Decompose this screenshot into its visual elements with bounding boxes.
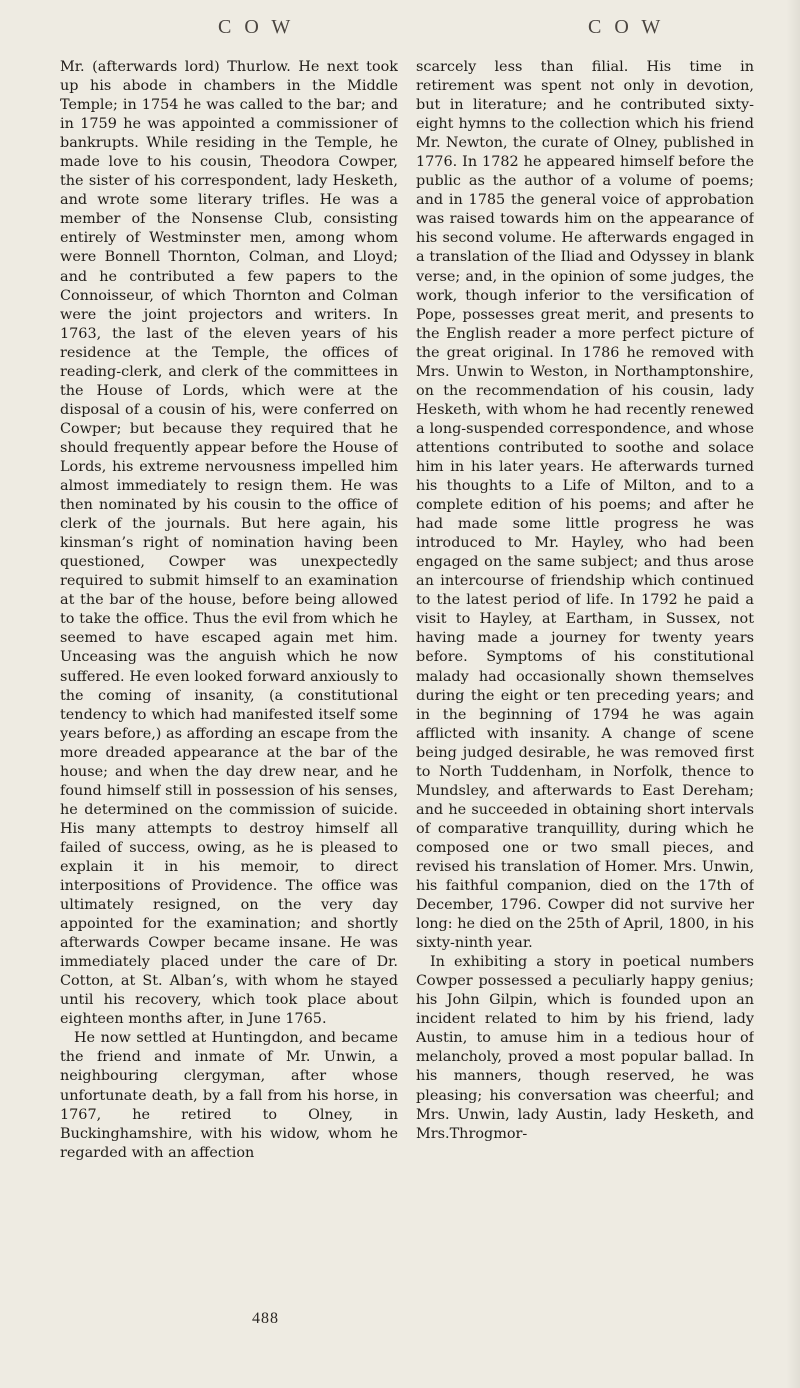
- right-text-column: [416, 58, 754, 1306]
- page-edge-shadow: [786, 0, 800, 1388]
- right-running-head: C O W: [588, 16, 665, 38]
- page-header: [0, 16, 800, 46]
- paragraph: He now settled at Huntingdon, and became the friend and inmate of Mr. Unwin, a neighbouring clergyman, after whose unfortunate death, by a fall from his horse, in 1767, he retired to Olney, in Buckinghamshire, with his widow, whom he regarded with an affection: [60, 1030, 398, 1161]
- paragraph: Mr. (afterwards lord) Thurlow. He next took up his abode in chambers in the Middle Temple; in 1754 he was called to the bar; and in 1759 he was appointed a commissioner of bankrupts. While residing in the Temple, he made love to his cousin, Theodora Cowper, the sister of his correspondent, lady Hesketh, and wrote some literary trifles. He was a member of the Nonsense Club, consisting entirely of Westminster men, among whom were Bonnell Thornton, Colman, and Lloyd; and he contributed a few papers to the Connoisseur, of which Thornton and Colman were the joint projectors and writers. In 1763, the last of the eleven years of his residence at the Temple, the offices of reading-clerk, and clerk of the committees in the House of Lords, which were at the disposal of a cousin of his, were conferred on Cowper; but because they required that he should frequently appear before the House of Lords, his extreme nervousness impelled him almost immediately to resign them. He was then nominated by his cousin to the office of clerk of the journals. But here again, his kinsman’s right of nomination having been questioned, Cowper was unexpectedly required to submit himself to an examination at the bar of the house, before being allowed to take the office. Thus the evil from which he seemed to have escaped again met him. Unceasing was the anguish which he now suffered. He even looked forward anxiously to the coming of insanity, (a constitutional tendency to which had manifested itself some years before,) as affording an escape from the more dreaded appearance at the bar of the house; and when the day drew near, and he found himself still in possession of his senses, he determined on the commission of suicide. His many attempts to destroy himself all failed of success, owing, as he is pleased to explain it in his memoir, to direct interpositions of Providence. The office was ultimately resigned, on the very day appointed for the examination; and shortly afterwards Cowper became insane. He was immediately placed under the care of Dr. Cotton, at St. Alban’s, with whom he stayed until his recovery, which took place about eighteen months after, in June 1765.: [60, 59, 398, 1028]
- left-text-column: [60, 58, 398, 1306]
- page-number: 488: [252, 1310, 279, 1327]
- paragraph: In exhibiting a story in poetical numbers Cowper possessed a peculiarly happy genius; his John Gilpin, which is founded upon an incident related to him by his friend, lady Austin, to amuse him in a tedious hour of melancholy, proved a most popular ballad. In his manners, though reserved, he was pleasing; his conversation was cheerful; and Mrs. Unwin, lady Austin, lady Hesketh, and Mrs.Throgmor-: [416, 954, 754, 1142]
- paragraph: scarcely less than filial. His time in retirement was spent not only in devotion, but in literature; and he contributed sixty-eight hymns to the collection which his friend Mr. Newton, the curate of Olney, published in 1776. In 1782 he appeared himself before the public as the author of a volume of poems; and in 1785 the general voice of approbation was raised towards him on the appearance of his second volume. He afterwards engaged in a translation of the Iliad and Odyssey in blank verse; and, in the opinion of some judges, the work, though inferior to the versification of Pope, possesses great merit, and presents to the English reader a more perfect picture of the great original. In 1786 he removed with Mrs. Unwin to Weston, in Northamptonshire, on the recommendation of his cousin, lady Hesketh, with whom he had recently renewed a long-suspended correspondence, and whose attentions contributed to soothe and solace him in his later years. He afterwards turned his thoughts to a Life of Milton, and to a complete edition of his poems; and after he had made some little progress he was introduced to Mr. Hayley, who had been engaged on the same subject; and thus arose an intercourse of friendship which continued to the latest period of life. In 1792 he paid a visit to Hayley, at Eartham, in Sussex, not having made a journey for twenty years before. Symptoms of his constitutional malady had occasionally shown themselves during the eight or ten preceding years; and in the beginning of 1794 he was again afflicted with insanity. A change of scene being judged desirable, he was removed first to North Tuddenham, in Norfolk, thence to Mundsley, and afterwards to East Dereham; and he succeeded in obtaining short intervals of comparative tranquillity, during which he composed one or two small pieces, and revised his translation of Homer. Mrs. Unwin, his faithful companion, died on the 17th of December, 1796. Cowper did not survive her long: he died on the 25th of April, 1800, in his sixty-ninth year.: [416, 59, 754, 952]
- left-running-head: C O W: [218, 16, 295, 38]
